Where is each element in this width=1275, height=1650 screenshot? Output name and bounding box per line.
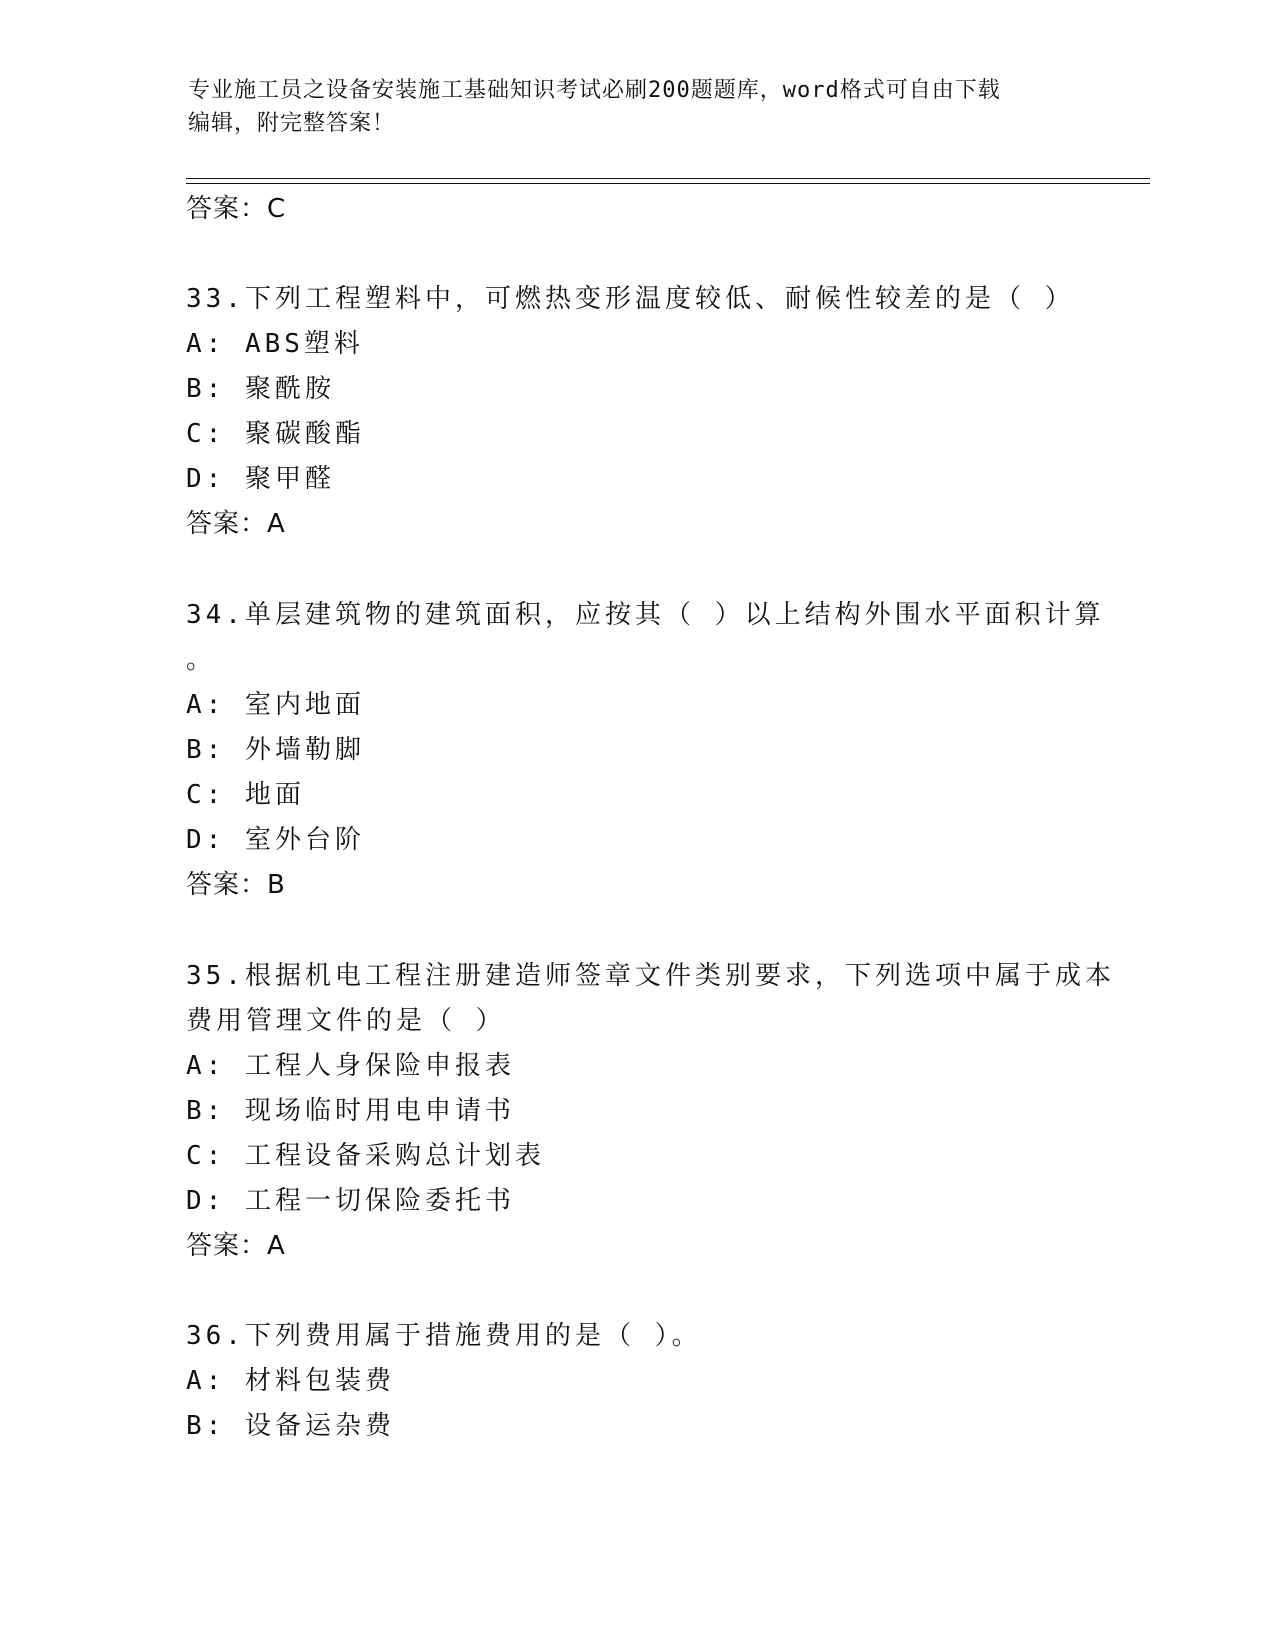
header-title-line-1: 专业施工员之设备安装施工基础知识考试必刷200题题库，word格式可自由下载 [188,78,1001,103]
question-35-stem-line-2: 费用管理文件的是（ ） [186,1006,506,1036]
question-33-stem: 33.下列工程塑料中，可燃热变形温度较低、耐候性较差的是（ ） [186,284,1075,314]
question-35-option-a: A: 工程人身保险申报表 [186,1051,515,1081]
question-33-option-d: D: 聚甲醛 [186,464,335,494]
question-35-option-d: D: 工程一切保险委托书 [186,1186,515,1216]
question-34-option-a: A: 室内地面 [186,690,365,720]
answer-q35: 答案：A [186,1231,286,1261]
answer-q34: 答案：B [186,870,286,900]
question-33-option-b: B: 聚酰胺 [186,374,335,404]
header-divider-top [186,178,1150,179]
question-34-option-c: C: 地面 [186,780,305,810]
question-36-option-b: B: 设备运杂费 [186,1411,395,1441]
question-34-option-b: B: 外墙勒脚 [186,735,365,765]
answer-q32: 答案：C [186,194,287,224]
question-34-stem-line-1: 34.单层建筑物的建筑面积，应按其（ ）以上结构外围水平面积计算 [186,600,1105,630]
answer-q33: 答案：A [186,509,286,539]
document-header [188,74,1088,140]
question-33-option-c: C: 聚碳酸酯 [186,419,365,449]
question-36-option-a: A: 材料包装费 [186,1366,395,1396]
header-title-line-2: 编辑，附完整答案！ [188,111,396,136]
question-35-option-c: C: 工程设备采购总计划表 [186,1141,545,1171]
question-34-stem-line-2: 。 [186,645,217,675]
header-divider-bottom [186,183,1150,184]
question-34-option-d: D: 室外台阶 [186,825,365,855]
question-33-option-a: A: ABS塑料 [186,329,364,359]
question-35-stem-line-1: 35.根据机电工程注册建造师签章文件类别要求，下列选项中属于成本 [186,961,1115,991]
question-35-option-b: B: 现场临时用电申请书 [186,1096,515,1126]
question-36-stem: 36.下列费用属于措施费用的是（ ）。 [186,1321,702,1351]
